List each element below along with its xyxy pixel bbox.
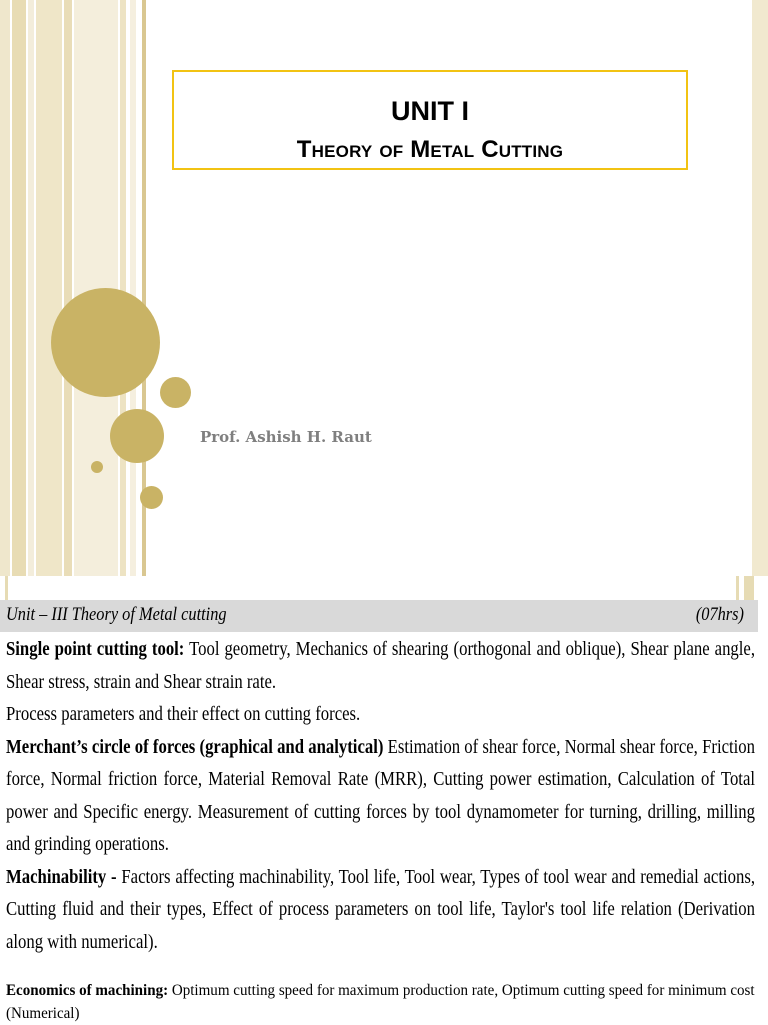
- decorative-stripe: [0, 0, 10, 576]
- decorative-circle-large: [51, 288, 160, 397]
- topic-heading: Economics of machining:: [6, 982, 169, 999]
- decorative-stripe: [752, 0, 768, 576]
- syllabus-body: [6, 634, 755, 959]
- unit-hours: (07hrs): [695, 604, 744, 625]
- unit-title: Unit – III Theory of Metal cutting: [6, 604, 227, 625]
- decorative-stripe: [130, 0, 136, 576]
- topic-description: Optimum cutting speed for maximum production rate, Optimum cutting speed for minimum cost (Numerical): [6, 982, 755, 1022]
- slide-separator: [0, 576, 768, 600]
- topic-description: Factors affecting machinability, Tool life, Tool wear, Types of tool wear and remedial actions, Cutting fluid and their types, Effect of process parameters on tool life, Taylor's tool life relation (Derivation along with numerical).: [6, 866, 756, 953]
- decorative-stripe: [12, 0, 26, 576]
- topic-process-parameters: [6, 699, 755, 732]
- topic-machinability: [6, 862, 755, 960]
- decorative-stripe: [64, 0, 72, 576]
- slide-subtitle: Theory of Metal Cutting: [296, 136, 564, 163]
- topic-description: Tool geometry, Mechanics of shearing (orthogonal and oblique), Shear plane angle, Shear stress, strain and Shear strain rate.: [6, 639, 756, 693]
- decorative-circle-small: [160, 377, 191, 408]
- decorative-stripe: [744, 576, 754, 600]
- topic-single-point-tool: [6, 634, 755, 699]
- topic-description: Process parameters and their effect on cutting forces.: [6, 704, 361, 725]
- topic-description: Estimation of shear force, Normal shear force, Friction force, Normal friction force, Material Removal Rate (MRR), Cutting power estimation, Calculation of Total power and Specific energy. Measurement of cutting forces by tool dynamometer for turning, drilling, milling and grinding operations.: [6, 736, 756, 855]
- unit-header: [0, 600, 758, 632]
- topic-heading: Single point cutting tool:: [6, 639, 185, 660]
- syllabus-excerpt: [0, 600, 768, 1024]
- decorative-stripe: [120, 0, 126, 576]
- decorative-stripe: [28, 0, 34, 576]
- decorative-stripe: [36, 0, 62, 576]
- topic-merchants-circle: [6, 732, 755, 862]
- author-name: Prof. Ashish H. Raut: [200, 428, 372, 446]
- decorative-stripe: [5, 576, 8, 600]
- decorative-circle-dot: [91, 461, 103, 473]
- topic-heading: Merchant’s circle of forces (graphical and analytical): [6, 736, 384, 758]
- slide-title: UNIT I: [391, 96, 469, 126]
- decorative-stripe: [736, 576, 739, 600]
- topic-heading: Machinability -: [6, 866, 117, 888]
- topic-economics: [6, 979, 758, 1025]
- decorative-circle-small: [140, 486, 163, 509]
- decorative-circle-medium: [110, 409, 164, 463]
- title-box: [172, 70, 688, 170]
